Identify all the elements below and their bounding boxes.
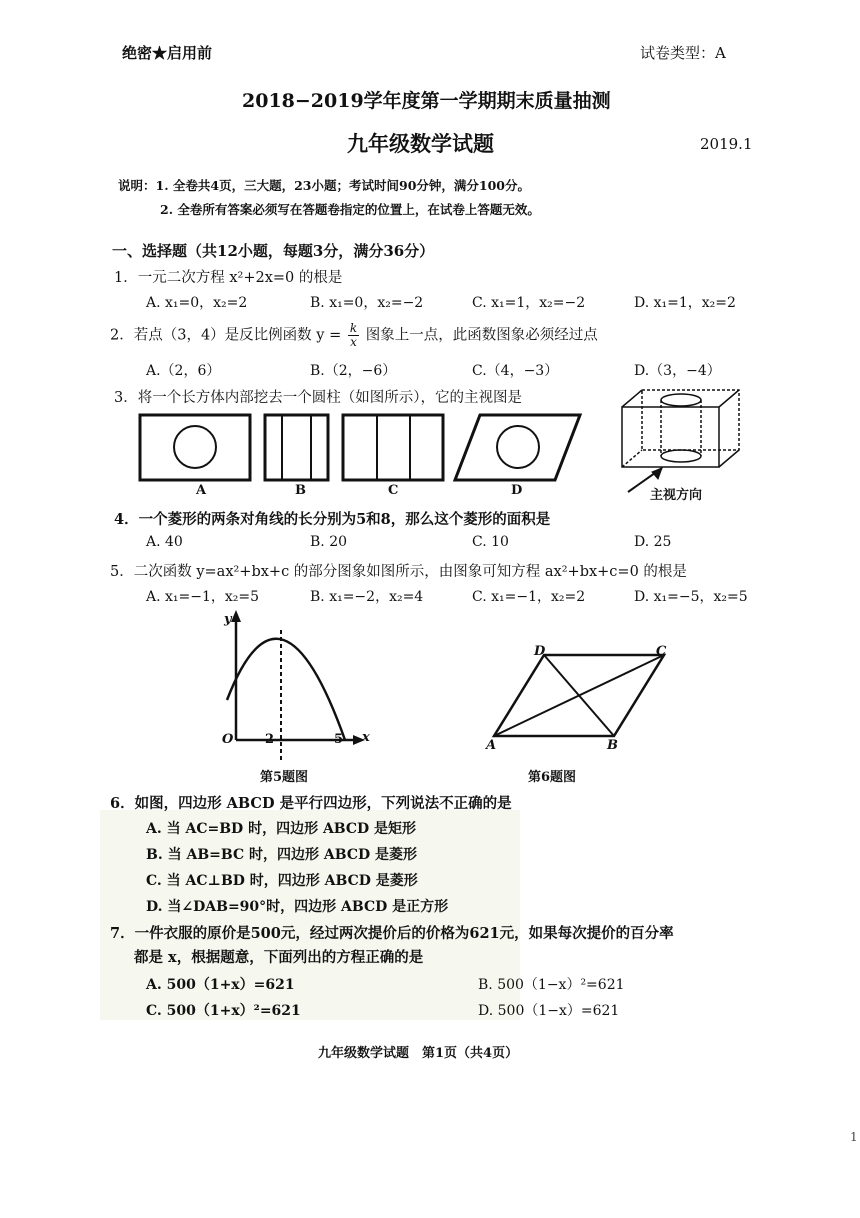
q6-stem: 6．如图，四边形 ABCD 是平行四边形，下列说法不正确的是 <box>110 795 512 812</box>
q7-line1: 7．一件衣服的原价是500元，经过两次提价后的价格为621元，如果每次提价的百分率 <box>110 925 674 942</box>
q6-option-c: C. 当 AC⊥BD 时，四边形 ABCD 是菱形 <box>146 873 418 889</box>
q3-arrow-label: 主视方向 <box>650 488 703 503</box>
q5-graph-y: y <box>224 612 232 627</box>
q7-option-d: D. 500（1−x）=621 <box>478 1003 620 1019</box>
q5-stem: 5．二次函数 y=ax²+bx+c 的部分图象如图所示，由图象可知方程 ax²+bx+c=0 的根是 <box>110 564 687 580</box>
exam-date: 2019.1 <box>700 135 753 153</box>
q1-option-b: B. x₁=0，x₂=−2 <box>310 295 424 311</box>
q2-frac-den: x <box>350 335 357 349</box>
q6-option-b: B. 当 AB=BC 时，四边形 ABCD 是菱形 <box>146 847 417 863</box>
q6-vertex-c: C <box>656 644 667 659</box>
q3-label-c: C <box>388 483 399 498</box>
q4-option-a: A. 40 <box>146 534 183 550</box>
q3-stem: 3．将一个长方体内部挖去一个圆柱（如图所示），它的主视图是 <box>114 390 522 406</box>
q5-graph-origin: O <box>222 732 234 747</box>
q5-graph-tick-5: 5 <box>334 732 344 747</box>
q5-graph-tick-2: 2 <box>265 732 275 747</box>
q4-option-d: D. 25 <box>634 534 672 550</box>
q1-option-c: C. x₁=1，x₂=−2 <box>472 295 586 311</box>
q7-option-b: B. 500（1−x）²=621 <box>478 977 625 993</box>
q3-label-b: B <box>295 483 306 498</box>
q7-option-c: C. 500（1+x）²=621 <box>146 1003 301 1019</box>
confidential-label: 绝密★启用前 <box>122 44 213 62</box>
q2-stem-post: 图象上一点，此函数图象必须经过点 <box>365 327 598 344</box>
q6-vertex-d: D <box>534 644 546 659</box>
q2-stem-pre: 2．若点（3，4）是反比例函数 y = <box>110 327 342 344</box>
exam-title: 2018−2019学年度第一学期期末质量抽测 <box>242 90 611 112</box>
q3-label-a: A <box>196 483 207 498</box>
q6-vertex-b: B <box>607 738 618 753</box>
q6-option-d: D. 当∠DAB=90°时，四边形 ABCD 是正方形 <box>146 899 449 915</box>
q5-option-c: C. x₁=−1，x₂=2 <box>472 589 586 605</box>
q6-option-a: A. 当 AC=BD 时，四边形 ABCD 是矩形 <box>146 821 417 837</box>
page-number: 1 <box>850 1130 858 1144</box>
q4-option-c: C. 10 <box>472 534 509 550</box>
q2-option-b: B.（2，−6） <box>310 363 397 379</box>
q2-option-c: C.（4，−3） <box>472 363 559 379</box>
note-1: 说明：1. 全卷共4页，三大题，23小题；考试时间90分钟，满分100分。 <box>118 178 530 193</box>
q5-option-a: A. x₁=−1，x₂=5 <box>146 589 260 605</box>
q5-option-d: D. x₁=−5，x₂=5 <box>634 589 748 605</box>
q2-option-d: D.（3，−4） <box>634 363 721 379</box>
exam-subtitle: 九年级数学试题 <box>347 131 494 156</box>
q5-caption: 第5题图 <box>260 770 309 785</box>
q2-frac-num: k <box>349 321 358 335</box>
paper-type: 试卷类型：A <box>640 44 726 62</box>
page-footer: 九年级数学试题 第1页（共4页） <box>318 1046 519 1061</box>
note-2: 2. 全卷所有答案必须写在答题卷指定的位置上，在试卷上答题无效。 <box>160 202 540 217</box>
q3-label-d: D <box>511 483 523 498</box>
q5-graph-x: x <box>362 730 370 745</box>
q1-stem: 1．一元二次方程 x²+2x=0 的根是 <box>114 270 343 286</box>
q4-option-b: B. 20 <box>310 534 348 550</box>
q6-vertex-a: A <box>486 738 497 753</box>
q5-option-b: B. x₁=−2，x₂=4 <box>310 589 424 605</box>
section-heading: 一、选择题（共12小题，每题3分，满分36分） <box>112 242 435 260</box>
q6-caption: 第6题图 <box>528 770 577 785</box>
q1-option-a: A. x₁=0，x₂=2 <box>146 295 248 311</box>
q1-option-d: D. x₁=1，x₂=2 <box>634 295 736 311</box>
q4-stem: 4．一个菱形的两条对角线的长分别为5和8，那么这个菱形的面积是 <box>114 511 551 528</box>
q2-option-a: A.（2，6） <box>146 363 221 379</box>
q7-line2: 都是 x，根据题意，下面列出的方程正确的是 <box>134 949 424 966</box>
q7-option-a: A. 500（1+x）=621 <box>146 977 295 993</box>
